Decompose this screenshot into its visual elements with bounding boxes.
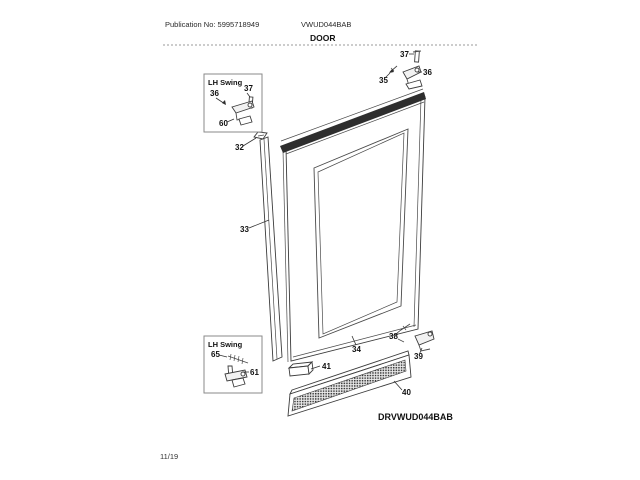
callout-33 (240, 220, 269, 234)
inset-bottom-bracket (225, 366, 247, 387)
lh-swing-label-top: LH Swing (208, 78, 243, 87)
svg-text:36: 36 (423, 68, 432, 77)
svg-text:34: 34 (352, 345, 361, 354)
lh-swing-box-top (204, 74, 262, 132)
diagram-code: DRVWUD044BAB (378, 412, 453, 422)
inset-long-screw (228, 354, 248, 364)
top-hinge-bracket (403, 66, 422, 89)
svg-text:38: 38 (389, 332, 398, 341)
inset-callout-37: 37 (244, 84, 253, 93)
svg-text:39: 39 (414, 352, 423, 361)
grille (288, 351, 411, 416)
lh-swing-box-bottom (204, 336, 262, 393)
inset-callout-36: 36 (210, 89, 219, 98)
svg-text:41: 41 (322, 362, 331, 371)
svg-text:35: 35 (379, 76, 388, 85)
top-hinge-pin (413, 51, 421, 62)
callout-40 (394, 381, 411, 397)
bottom-hinge-bracket (415, 331, 434, 351)
svg-text:33: 33 (240, 225, 249, 234)
svg-text:40: 40 (402, 388, 411, 397)
callout-39 (414, 348, 423, 361)
callout-35 (379, 73, 390, 85)
page-number: 11/19 (160, 452, 179, 461)
svg-text:37: 37 (400, 50, 409, 59)
callout-32 (235, 138, 256, 152)
inset-hinge-bracket (232, 101, 254, 125)
callout-37 (400, 50, 414, 59)
inset-callout-60: 60 (219, 119, 228, 128)
svg-text:32: 32 (235, 143, 244, 152)
grille-spacer (289, 362, 313, 376)
page-title: DOOR (310, 33, 336, 43)
lh-swing-label-bottom: LH Swing (208, 340, 243, 349)
publication-number: Publication No: 5995718949 (165, 20, 260, 29)
inset-callout-61: 61 (250, 368, 259, 377)
inset-callout-65: 65 (211, 350, 220, 359)
top-hinge-screw (389, 66, 397, 73)
inset-screw-arrowhead (222, 100, 226, 105)
callout-41 (311, 362, 331, 371)
model-number: VWUD044BAB (301, 20, 352, 29)
door-gasket (260, 137, 282, 361)
